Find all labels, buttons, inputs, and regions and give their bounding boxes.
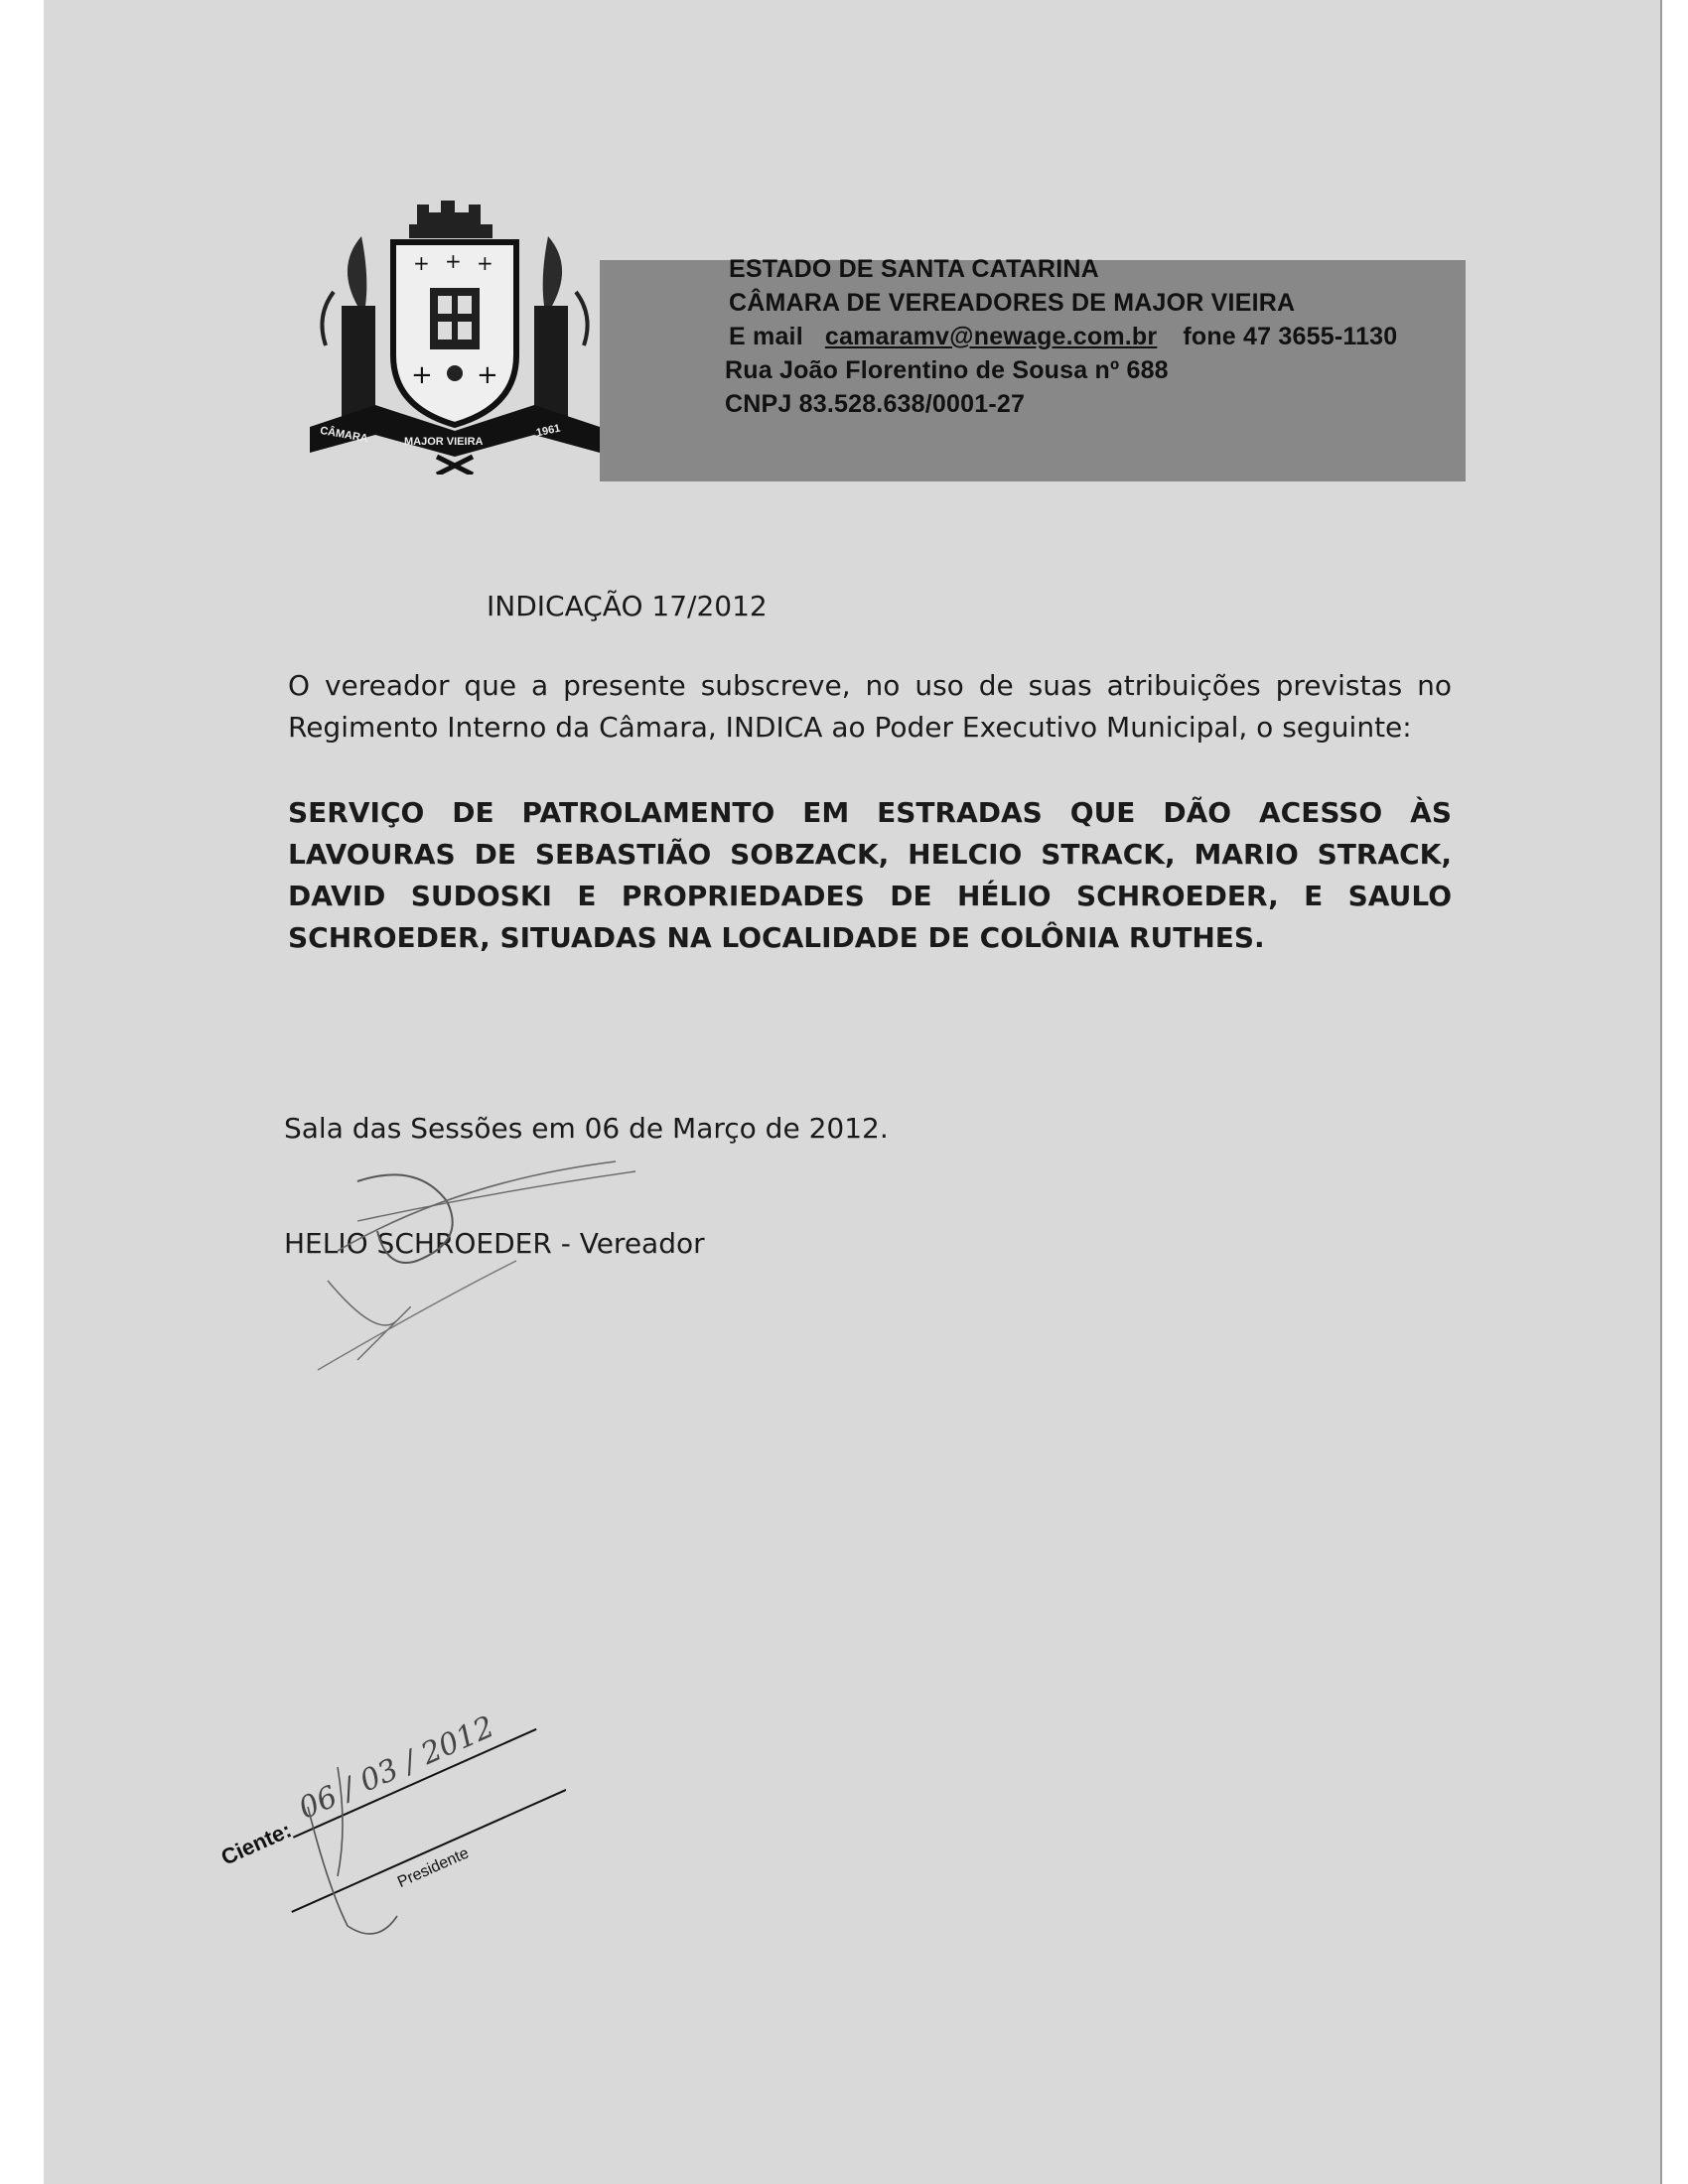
letterhead-band: [600, 255, 1466, 481]
ciente-label: Ciente:: [216, 1817, 296, 1870]
phone-number: fone 47 3655-1130: [1183, 323, 1398, 350]
crest-ribbon-left-text: CÂMARA: [319, 424, 369, 446]
svg-text:+: +: [477, 360, 498, 390]
letterhead-state: ESTADO DE SANTA CATARINA: [729, 255, 1099, 283]
place-date-line: Sala das Sessões em 06 de Março de 2012.: [284, 1112, 889, 1145]
crest-ribbon-center-text: MAJOR VIEIRA: [404, 436, 484, 448]
intro-paragraph: O vereador que a presente subscreve, no uso de suas atribuições previstas no Regimento Interno da Câmara, INDICA ao Poder Executivo Municipal, o seguinte:: [288, 669, 1452, 744]
page-edge: [1660, 0, 1662, 2184]
letterhead-contact: [729, 323, 1397, 351]
svg-text:+: +: [411, 360, 433, 390]
ciente-acknowledgement-stamp: [189, 1628, 566, 1946]
signer-name: HELIO SCHROEDER - Vereador: [284, 1227, 705, 1260]
letterhead-cnpj: CNPJ 83.528.638/0001-27: [725, 390, 1026, 418]
email-label: E mail: [729, 323, 803, 350]
svg-text:+: +: [477, 251, 493, 275]
svg-text:+: +: [413, 251, 430, 275]
letterhead-chamber: CÂMARA DE VEREADORES DE MAJOR VIEIRA: [729, 289, 1296, 317]
ciente-role-label: Presidente: [394, 1844, 472, 1891]
crest-ribbon-right-text: 1961: [535, 422, 562, 440]
ciente-handwritten-date: 06 / 03 / 2012: [293, 1709, 499, 1827]
handwritten-signature: [298, 1142, 695, 1390]
svg-text:+: +: [445, 249, 462, 273]
email-link[interactable]: camaramv@newage.com.br: [824, 323, 1158, 350]
letterhead-address: Rua João Florentino de Sousa nº 688: [725, 356, 1169, 384]
document-title: INDICAÇÃO 17/2012: [487, 590, 768, 622]
subject-paragraph: SERVIÇO DE PATROLAMENTO EM ESTRADAS QUE DÃO ACESSO ÀS LAVOURAS DE SEBASTIÃO SOBZACK, HELCIO STRACK, MARIO STRACK, DAVID SUDOSKI E PROPRIEDADES DE HÉLIO SCHROEDER, E SAULO SCHROEDER, SITUADAS NA LOCALIDADE DE COLÔNIA RUTHES.: [288, 796, 1452, 954]
